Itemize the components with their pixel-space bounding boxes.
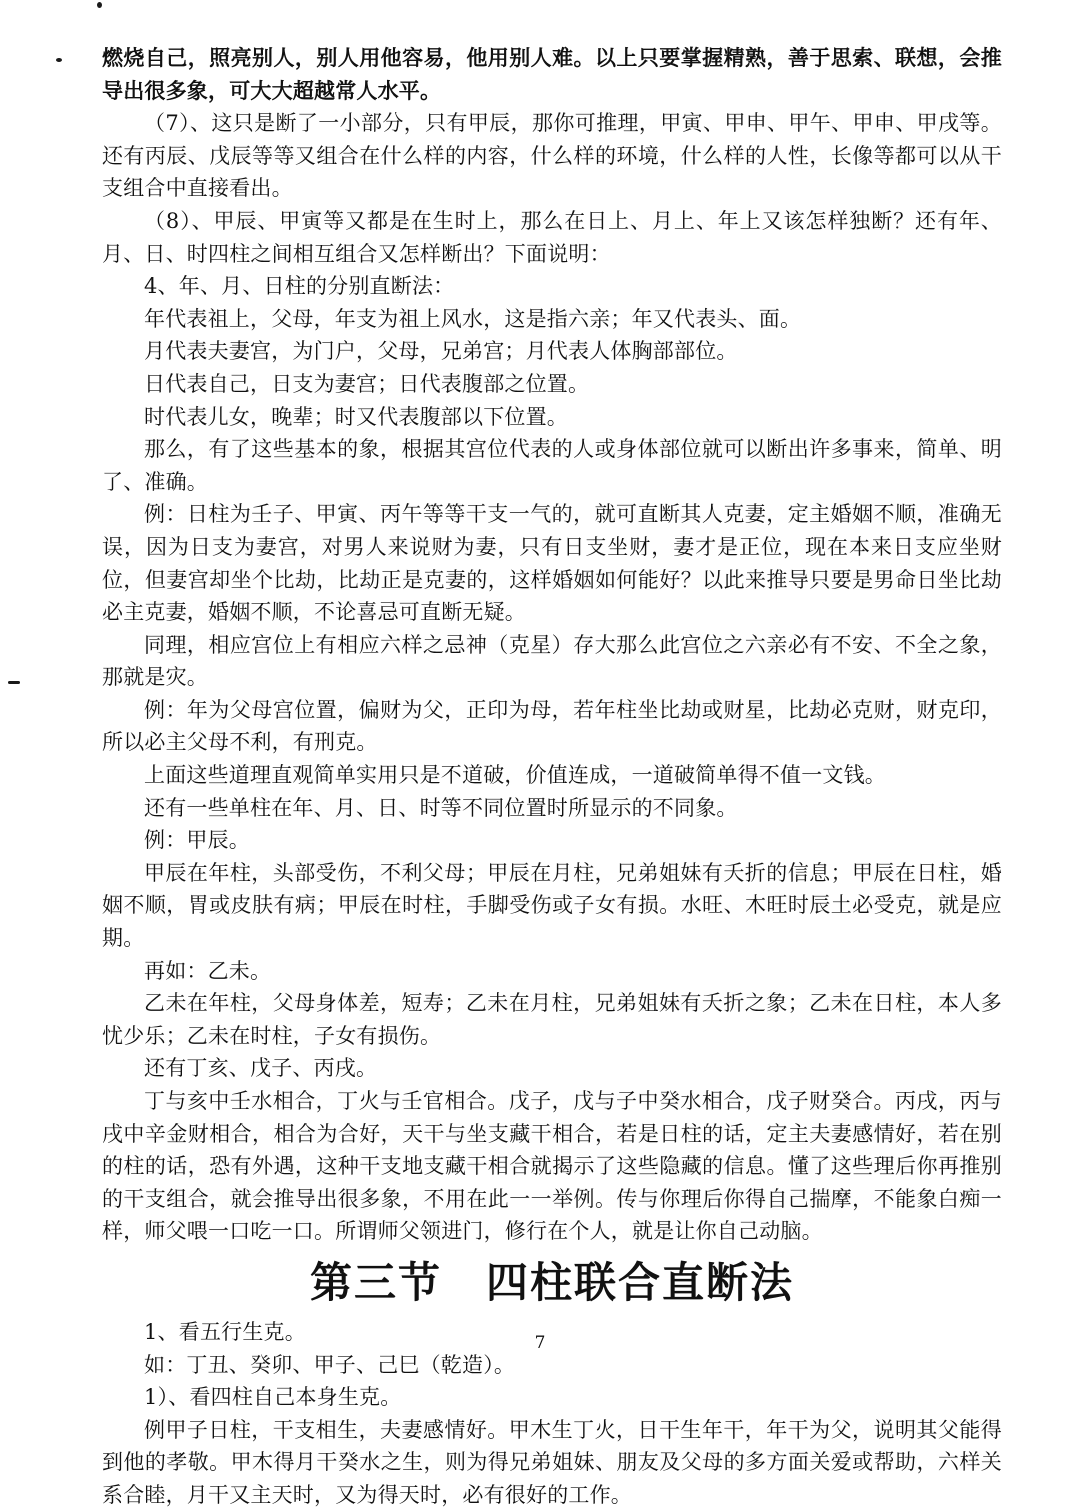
paragraph: 再如：乙未。 (144, 958, 272, 983)
paragraph: 还有一些单柱在年、月、日、时等不同位置时所显示的不同象。 (144, 795, 738, 820)
paragraph: 还有丁亥、戊子、丙戌。 (144, 1056, 378, 1081)
paragraph: 例：甲辰。 (144, 828, 250, 853)
paragraph: 4、年、月、日柱的分别直断法： (144, 274, 455, 299)
paragraph: 如：丁丑、癸卯、甲子、己巳（乾造）。 (144, 1352, 516, 1377)
paragraph: 例：年为父母宫位置，偏财为父，正印为母，若年柱坐比劫或财星，比劫必克财，财克印，所以必主父母不利，有刑克。 (102, 697, 1002, 755)
body-text (102, 42, 1002, 1512)
paragraph: 上面这些道理直观简单实用只是不道破，价值连成，一道破简单得不值一文钱。 (144, 763, 886, 788)
paragraph: 1）、看四柱自己本身生克。 (144, 1385, 402, 1410)
paragraph: 月代表夫妻宫，为门户，父母，兄弟宫；月代表人体胸部部位。 (144, 339, 738, 364)
scan-speck (8, 681, 20, 684)
paragraph: 同理，相应宫位上有相应六样之忌神（克星）存大那么此宫位之六亲必有不安、不全之象，那就是灾。 (102, 632, 1002, 690)
paragraph: 例甲子日柱，干支相生，夫妻感情好。甲木生丁火，日干生年干，年干为父，说明其父能得到他的孝敬。甲木得月干癸水之生，则为得兄弟姐妹、朋友及父母的多方面关爱或帮助，六样关系合睦，月干又主天时，又为得天时，必有很好的工作。 (102, 1417, 1002, 1507)
section-heading: 第三节 四柱联合直断法 (309, 1257, 794, 1307)
paragraph: 例：日柱为壬子、甲寅、丙午等等干支一气的，就可直断其人克妻，定主婚姻不顺，准确无误，因为日支为妻宫，对男人来说财为妻，只有日支坐财，妻才是正位，现在本来日支应坐财位，但妻宫却坐个比劫，比劫正是克妻的，这样婚姻如何能好？以此来推导只要是男命日坐比劫必主克妻，婚姻不顺，不论喜忌可直断无疑。 (102, 502, 1002, 625)
scan-speck (56, 58, 62, 62)
paragraph: 日代表自己，日支为妻宫；日代表腹部之位置。 (144, 371, 590, 396)
paragraph: （8）、甲辰、甲寅等又都是在生时上，那么在日上、月上、年上又该怎样独断？还有年、月、日、时四柱之间相互组合又怎样断出？下面说明： (102, 208, 1002, 266)
paragraph: 丁与亥中壬水相合，丁火与壬官相合。戊子，戊与子中癸水相合，戊子财癸合。丙戌，丙与戌中辛金财相合，相合为合好，天干与坐支藏干相合，若是日柱的话，定主夫妻感情好，若在别的柱的话，恐有外遇，这种干支地支藏干相合就揭示了这些隐藏的信息。懂了这些理后你再推别的干支组合，就会推导出很多象，不用在此一一举例。传与你理后你得自己揣摩，不能象白痴一样，师父喂一口吃一口。所谓师父领进门，修行在个人，就是让你自己动脑。 (102, 1089, 1002, 1244)
paragraph: 甲辰在年柱，头部受伤，不利父母；甲辰在月柱，兄弟姐妹有夭折的信息；甲辰在日柱，婚姻不顺，胃或皮肤有病；甲辰在时柱，手脚受伤或子女有损。水旺、木旺时辰土必受克，就是应期。 (102, 860, 1002, 951)
paragraph: 乙未在年柱，父母身体差，短寿；乙未在月柱，兄弟姐妹有夭折之象；乙未在日柱，本人多忧少乐；乙未在时柱，子女有损伤。 (102, 991, 1002, 1048)
scan-speck (97, 2, 102, 8)
page-number: 7 (534, 1333, 546, 1353)
paragraph: 燃烧自己，照亮别人，别人用他容易，他用别人难。以上只要掌握精熟，善于思索、联想，会推导出很多象，可大大超越常人水平。 (102, 45, 1002, 103)
paragraph: 1、看五行生克。 (144, 1319, 306, 1344)
paragraph: 那么，有了这些基本的象，根据其宫位代表的人或身体部位就可以断出许多事来，简单、明了、准确。 (102, 437, 1002, 494)
paragraph: 时代表儿女，晚辈；时又代表腹部以下位置。 (144, 404, 568, 429)
paragraph: 年代表祖上，父母，年支为祖上风水，这是指六亲；年又代表头、面。 (144, 306, 802, 331)
paragraph: （7）、这只是断了一小部分，只有甲辰，那你可推理，甲寅、甲申、甲午、甲申、甲戌等。还有丙辰、戊辰等等又组合在什么样的内容，什么样的环境，什么样的人性，长像等都可以从干支组合中直接看出。 (102, 111, 1002, 201)
